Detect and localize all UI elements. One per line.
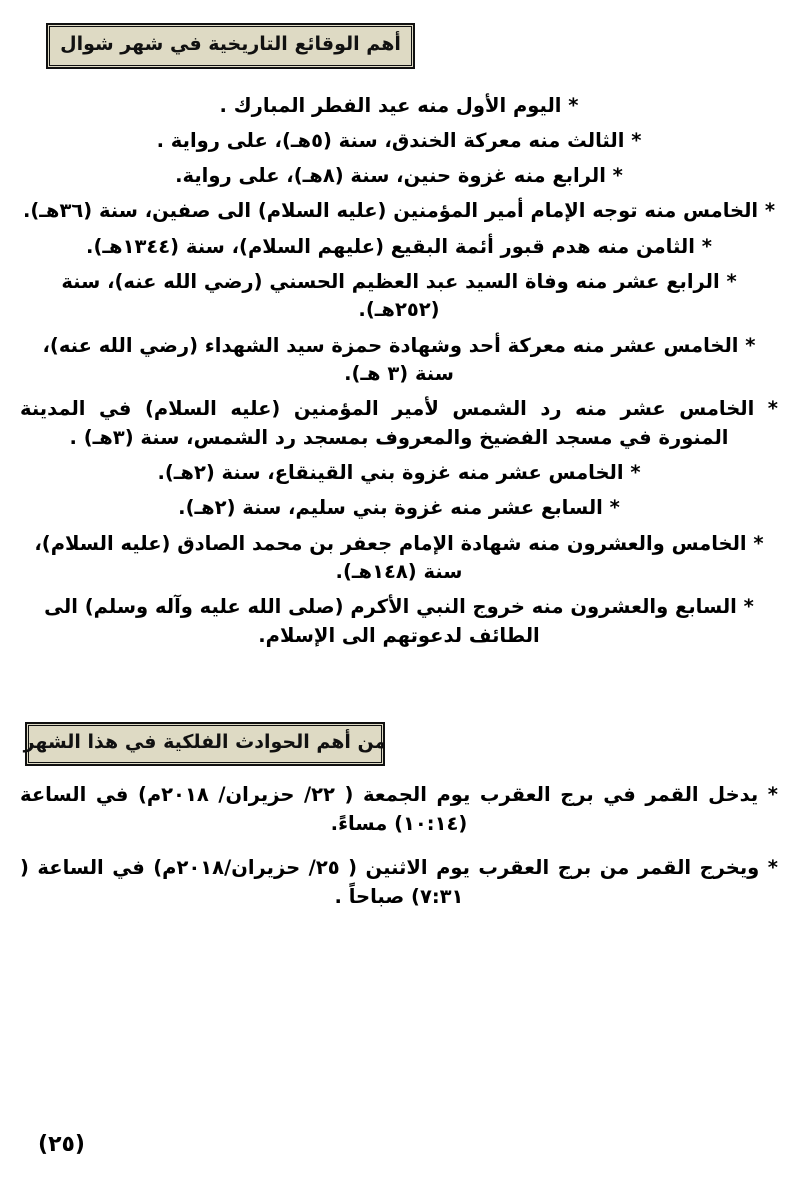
heading-box-astronomical-events xyxy=(23,723,387,765)
list-item: * الخامس منه توجه الإمام أمير المؤمنين (عليه السلام) الى صفين، سنة (٣٦هـ). xyxy=(22,199,776,223)
list-item: * الخامس عشر منه رد الشمس لأمير المؤمنين (عليه السلام) في المدينة المنورة في مسجد الفضيخ والمعروف بمسجد رد الشمس، سنة (٣هـ) . xyxy=(20,397,778,450)
list-item: * الرابع منه غزوة حنين، سنة (٨هـ)، على رواية. xyxy=(175,164,623,188)
list-item: * الثامن منه هدم قبور أئمة البقيع (عليهم السلام)، سنة (١٣٤٤هـ). xyxy=(86,234,712,258)
list-item: * الخامس والعشرون منه شهادة الإمام جعفر بن محمد الصادق (عليه السلام)، سنة (١٤٨هـ). xyxy=(34,531,764,584)
list-item: * الثالث منه معركة الخندق، سنة (٥هـ)، على رواية . xyxy=(156,129,642,153)
astronomical-events-list xyxy=(20,780,778,925)
list-item: * الرابع عشر منه وفاة السيد عبد العظيم الحسني (رضي الله عنه)، سنة (٢٥٢هـ). xyxy=(61,269,737,322)
list-item: * السابع والعشرون منه خروج النبي الأكرم (صلى الله عليه وآله وسلم) الى الطائف لدعوتهم الى الإسلام. xyxy=(44,595,754,647)
heading-historical-events-text: أهم الوقائع التاريخية في شهر شوال xyxy=(60,33,401,56)
page-number: (٢٥) xyxy=(38,1132,85,1157)
list-item: * الخامس عشر منه غزوة بني القينقاع، سنة (٢هـ). xyxy=(157,461,641,485)
list-item: * يدخل القمر في برج العقرب يوم الجمعة ( ٢٢/ حزيران/ ٢٠١٨م) في الساعة (١٠:١٤) مساءً. xyxy=(20,783,778,836)
list-item: * السابع عشر منه غزوة بني سليم، سنة (٢هـ). xyxy=(178,496,620,520)
heading-box-historical-events xyxy=(47,24,414,68)
historical-events-list xyxy=(20,92,778,657)
list-item: * ويخرج القمر من برج العقرب يوم الاثنين ( ٢٥/ حزيران/٢٠١٨م) في الساعة ( ٧:٣١) صباحاً . xyxy=(20,855,779,908)
list-item: * الخامس عشر منه معركة أحد وشهادة حمزة سيد الشهداء (رضي الله عنه)، سنة (٣ هـ). xyxy=(42,333,756,386)
heading-astronomical-events-text: من أهم الحوادث الفلكية في هذا الشهر xyxy=(23,731,387,754)
list-item: * اليوم الأول منه عيد الفطر المبارك . xyxy=(219,94,579,117)
